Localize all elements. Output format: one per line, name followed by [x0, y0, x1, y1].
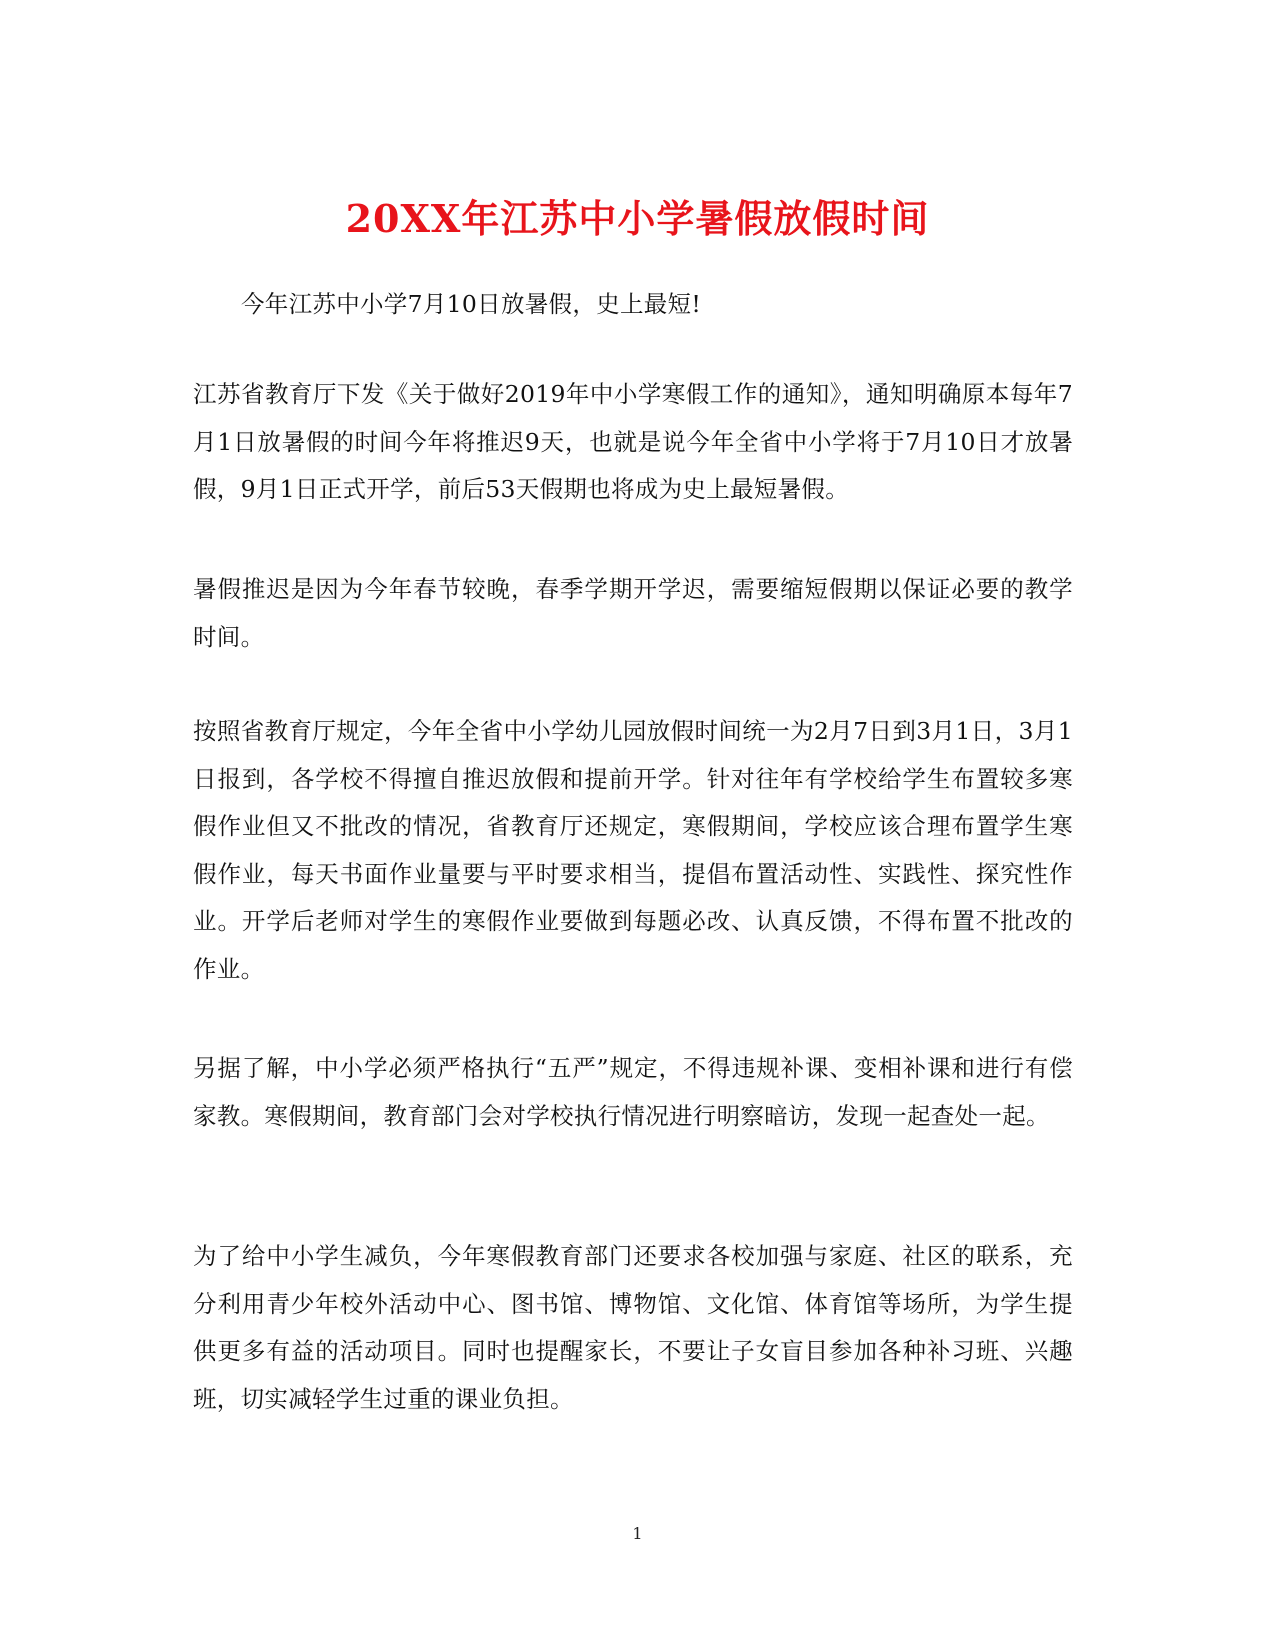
paragraph-regulations: 按照省教育厅规定，今年全省中小学幼儿园放假时间统一为2月7日到3月1日，3月1日报到，各学校不得擅自推迟放假和提前开学。针对往年有学校给学生布置较多寒假作业但又不批改的情况，省教育厅还规定，寒假期间，学校应该合理布置学生寒假作业，每天书面作业量要与平时要求相当，提倡布置活动性、实践性、探究性作业。开学后老师对学生的寒假作业要做到每题必改、认真反馈，不得布置不批改的作业。	[193, 717, 1073, 983]
document-title: 20XX年江苏中小学暑假放假时间	[345, 196, 930, 242]
paragraph-notice: 江苏省教育厅下发《关于做好2019年中小学寒假工作的通知》，通知明确原本每年7月1日放暑假的时间今年将推迟9天，也就是说今年全省中小学将于7月10日才放暑假，9月1日正式开学，前后53天假期也将成为史上最短暑假。	[193, 380, 1073, 503]
page-number: 1	[632, 1524, 643, 1543]
paragraph-headline: 今年江苏中小学7月10日放暑假，史上最短!	[241, 290, 702, 318]
paragraph-burden-reduction: 为了给中小学生减负，今年寒假教育部门还要求各校加强与家庭、社区的联系，充分利用青少年校外活动中心、图书馆、博物馆、文化馆、体育馆等场所，为学生提供更多有益的活动项目。同时也提醒家长，不要让子女盲目参加各种补习班、兴趣班，切实减轻学生过重的课业负担。	[193, 1242, 1073, 1413]
paragraph-reason: 暑假推迟是因为今年春节较晚，春季学期开学迟，需要缩短假期以保证必要的教学时间。	[193, 575, 1073, 651]
paragraph-five-strict: 另据了解，中小学必须严格执行“五严”规定，不得违规补课、变相补课和进行有偿家教。寒假期间，教育部门会对学校执行情况进行明察暗访，发现一起查处一起。	[193, 1054, 1073, 1130]
